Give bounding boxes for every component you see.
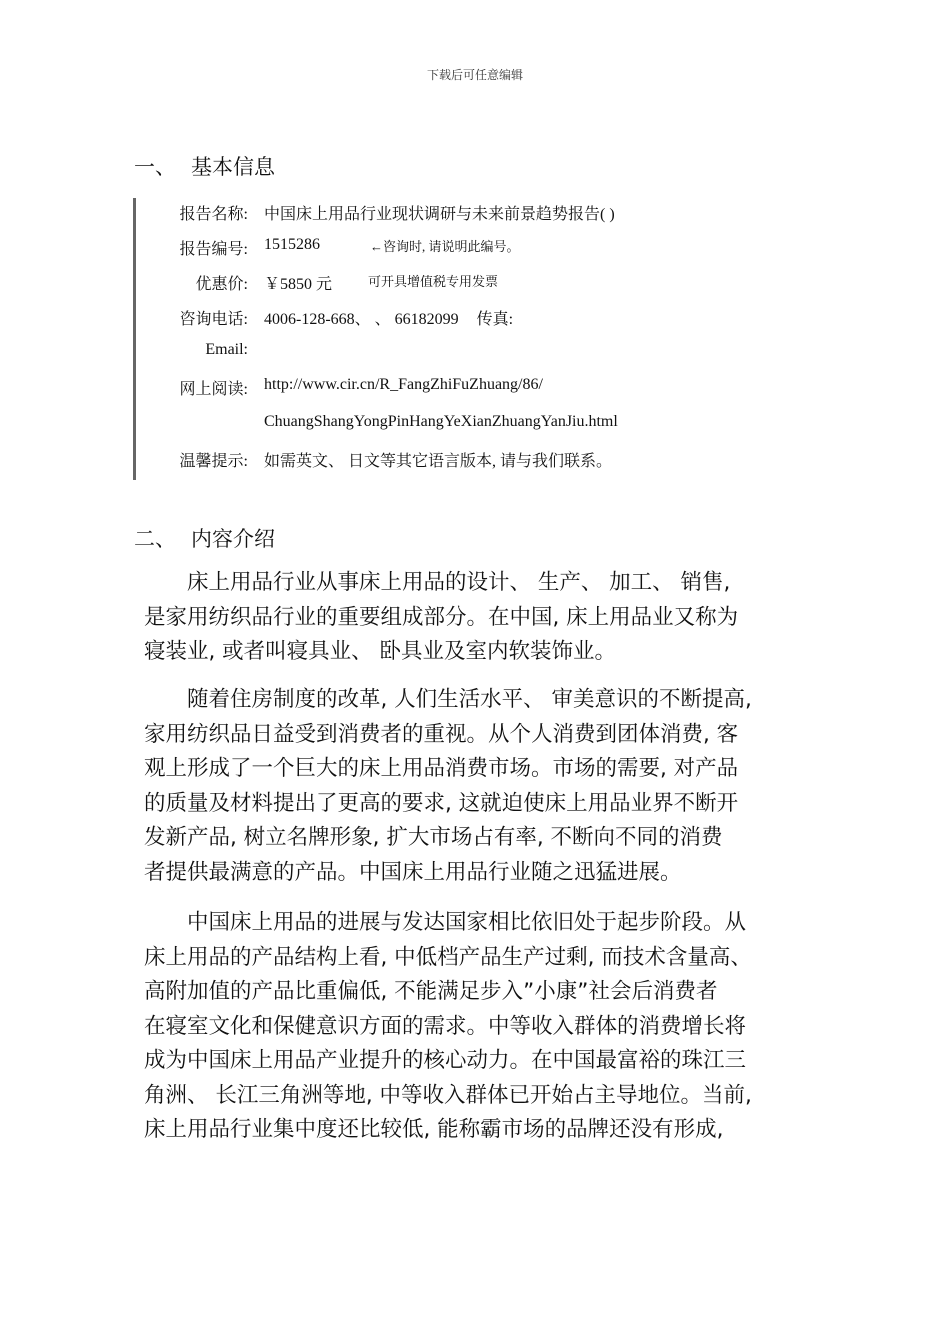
paragraph-line: 随着住房制度的改革, 人们生活水平、 审美意识的不断提高,	[144, 687, 752, 712]
basic-info-block	[133, 198, 696, 480]
paragraph-line: 中国床上用品的进展与发达国家相比依旧处于起步阶段。从	[144, 910, 747, 935]
section-heading-basic-info	[134, 151, 275, 181]
report-id-value: 1515286	[264, 236, 320, 253]
paragraph-line: 寝装业, 或者叫寝具业、 卧具业及室内软装饰业。	[144, 639, 617, 664]
paragraph-line: 观上形成了一个巨大的床上用品消费市场。市场的需要, 对产品	[144, 756, 739, 781]
info-row-email	[136, 341, 264, 359]
price-value: ￥5850 元	[264, 276, 333, 293]
section-heading-content-intro	[134, 523, 275, 553]
url-line-1[interactable]: http://www.cir.cn/R_FangZhiFuZhuang/86/	[264, 376, 543, 393]
tip-value: 如需英文、 日文等其它语言版本, 请与我们联系。	[264, 453, 613, 470]
url-line-2[interactable]: ChuangShangYongPinHangYeXianZhuangYanJiu.html	[264, 413, 618, 430]
paragraph-line: 角洲、 长江三角洲等地, 中等收入群体已开始占主导地位。当前,	[144, 1082, 752, 1108]
fax-label: 传真:	[476, 311, 514, 328]
section-number: 一、	[134, 155, 176, 179]
info-label: Email:	[205, 341, 248, 358]
info-label: 网上阅读:	[179, 381, 248, 398]
report-name-value: 中国床上用品行业现状调研与未来前景趋势报告( )	[264, 206, 615, 223]
paragraph-line: 的质量及材料提出了更高的要求, 这就迫使床上用品业界不断开	[144, 790, 739, 816]
section-number: 二、	[134, 527, 176, 551]
paragraph-line: 是家用纺织品行业的重要组成部分。在中国, 床上用品业又称为	[144, 604, 739, 630]
paragraph-line: 床上用品行业从事床上用品的设计、 生产、 加工、 销售,	[144, 570, 731, 595]
section-title: 内容介绍	[191, 527, 275, 551]
info-label: 优惠价:	[195, 276, 248, 293]
info-label: 温馨提示:	[179, 453, 248, 470]
paragraph-line: 成为中国床上用品产业提升的核心动力。在中国最富裕的珠江三	[144, 1048, 747, 1073]
paragraph-line: 发新产品, 树立名牌形象, 扩大市场占有率, 不断向不同的消费	[144, 825, 723, 850]
paragraph-3	[144, 906, 814, 1148]
paragraph-line: 高附加值的产品比重偏低, 不能满足步入”小康”社会后消费者	[144, 979, 718, 1004]
info-row-report-id	[136, 236, 520, 259]
paragraph-line: 床上用品的产品结构上看, 中低档产品生产过剩, 而技术含量高、	[144, 944, 752, 970]
paragraph-line: 床上用品行业集中度还比较低, 能称霸市场的品牌还没有形成,	[144, 1117, 724, 1142]
section-title: 基本信息	[191, 155, 275, 179]
paragraph-line: 者提供最满意的产品。中国床上用品行业随之迅猛进展。	[144, 859, 682, 885]
info-row-url	[136, 376, 543, 399]
info-row-url-cont	[136, 413, 618, 431]
paragraph-1	[144, 566, 814, 670]
info-label: 报告名称:	[179, 206, 248, 223]
paragraph-2	[144, 683, 814, 890]
header-note: 下载后可任意编辑	[426, 68, 523, 82]
info-label: 咨询电话:	[179, 311, 248, 328]
info-row-price	[136, 271, 498, 294]
phone-value: 4006-128-668、 、 66182099	[264, 311, 459, 328]
info-row-tip	[136, 448, 612, 471]
report-id-note: ←咨询时, 请说明此编号。	[370, 239, 520, 254]
invoice-note: 可开具增值税专用发票	[368, 274, 499, 289]
info-row-report-name	[136, 201, 615, 224]
info-label: 报告编号:	[179, 241, 248, 258]
paragraph-line: 家用纺织品日益受到消费者的重视。从个人消费到团体消费, 客	[144, 721, 739, 747]
paragraph-line: 在寝室文化和保健意识方面的需求。中等收入群体的消费增长将	[144, 1013, 747, 1039]
info-row-phone	[136, 306, 513, 329]
